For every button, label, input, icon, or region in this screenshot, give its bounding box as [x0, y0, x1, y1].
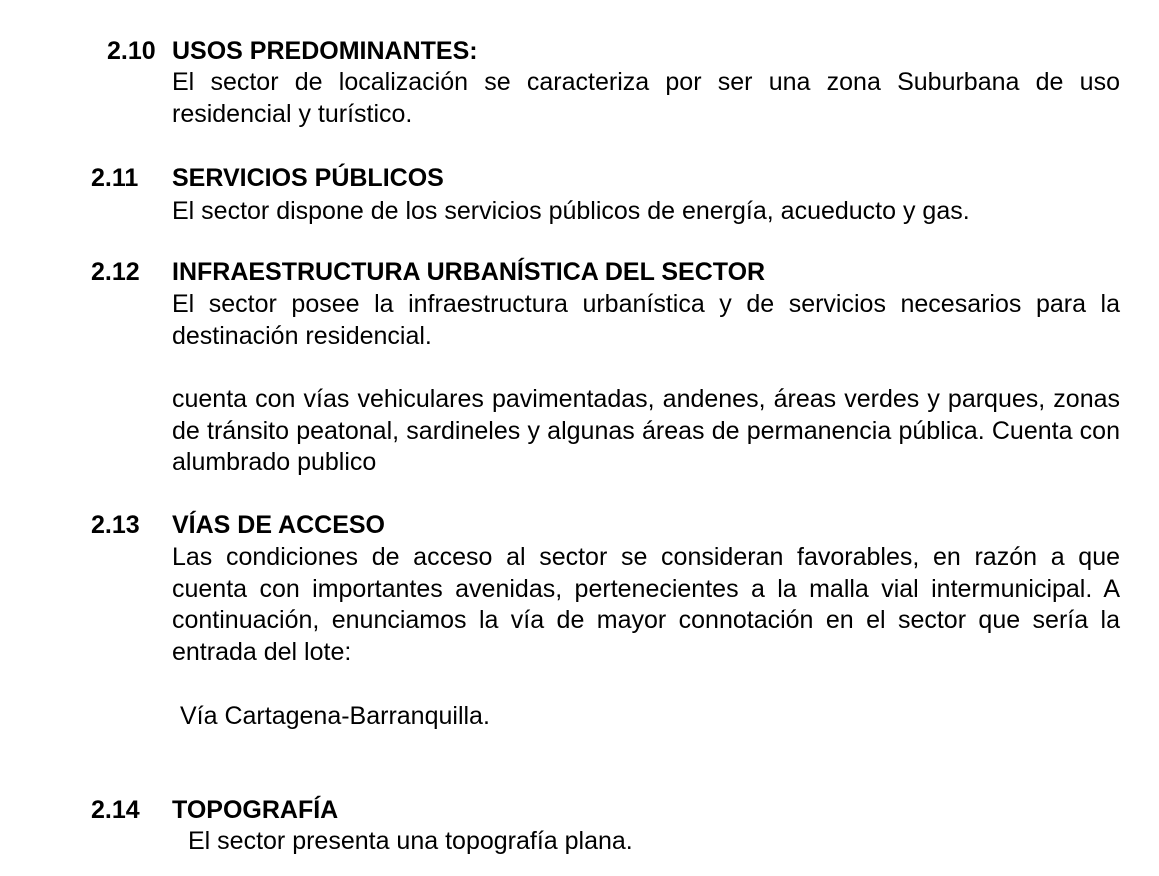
section-paragraph-infraestructura-2: cuenta con vías vehiculares pavimentadas, andenes, áreas verdes y parques, zonas de tránsito peatonal, sardineles y algunas áreas de permanencia pública. Cuenta con alumbrado publico — [172, 385, 1120, 476]
section-paragraph-vias-2: Vía Cartagena-Barranquilla. — [180, 702, 490, 730]
section-paragraph-infraestructura-1: El sector posee la infraestructura urbanística y de servicios necesarios para la destinación residencial. — [172, 290, 1120, 350]
section-title-topografia: TOPOGRAFÍA — [172, 796, 339, 824]
section-paragraph-topografia: El sector presenta una topografía plana. — [188, 827, 633, 855]
section-paragraph-servicios: El sector dispone de los servicios públicos de energía, acueducto y gas. — [172, 197, 970, 225]
section-title-servicios-publicos: SERVICIOS PÚBLICOS — [172, 164, 444, 192]
section-title-infraestructura: INFRAESTRUCTURA URBANÍSTICA DEL SECTOR — [172, 258, 766, 286]
section-number-2-14: 2.14 — [91, 796, 140, 824]
section-paragraph-usos: El sector de localización se caracteriza por ser una zona Suburbana de uso residencial y turístico. — [172, 68, 1120, 128]
section-number-2-12: 2.12 — [91, 258, 140, 286]
section-number-2-13: 2.13 — [91, 511, 140, 539]
section-title-usos-predominantes: USOS PREDOMINANTES: — [172, 37, 478, 65]
section-number-2-10: 2.10 — [107, 37, 156, 65]
section-number-2-11: 2.11 — [91, 164, 139, 192]
section-paragraph-vias-1: Las condiciones de acceso al sector se consideran favorables, en razón a que cuenta con importantes avenidas, pertenecientes a la malla vial intermunicipal. A continuación, enunciamos la vía de mayor connotación en el sector que sería la entrada del lote: — [172, 543, 1120, 666]
section-title-vias-de-acceso: VÍAS DE ACCESO — [172, 511, 386, 539]
